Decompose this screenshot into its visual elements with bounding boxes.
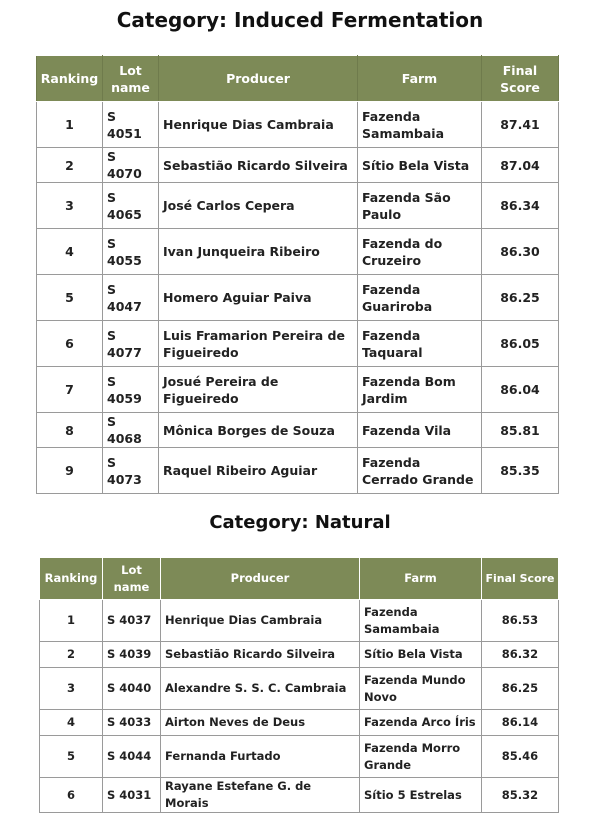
score-cell: 85.32: [482, 778, 559, 813]
score-cell: 87.41: [482, 102, 559, 148]
farm-cell: Fazenda Taquaral: [358, 321, 482, 367]
rank-cell: 5: [40, 736, 103, 778]
producer-cell: Fernanda Furtado: [161, 736, 360, 778]
lot-cell: S 4031: [103, 778, 161, 813]
table-row: [37, 413, 559, 448]
table-row: [37, 275, 559, 321]
score-cell: 85.46: [482, 736, 559, 778]
score-cell: 86.32: [482, 642, 559, 668]
farm-cell: Fazenda Guariroba: [358, 275, 482, 321]
header-farm: Farm: [358, 56, 482, 102]
lot-cell: S 4055: [103, 229, 159, 275]
producer-cell: Sebastião Ricardo Silveira: [159, 148, 358, 183]
score-cell: 86.34: [482, 183, 559, 229]
natural-category-title: Category: Natural: [209, 512, 391, 533]
farm-cell: Sítio 5 Estrelas: [360, 778, 482, 813]
rank-cell: 6: [37, 321, 103, 367]
header-producer: Producer: [161, 558, 360, 600]
lot-cell: S 4065: [103, 183, 159, 229]
farm-cell: Fazenda Arco Íris: [360, 710, 482, 736]
score-cell: 85.81: [482, 413, 559, 448]
header-final-score: Final Score: [482, 558, 559, 600]
farm-cell: Sítio Bela Vista: [358, 148, 482, 183]
header-producer: Producer: [159, 56, 358, 102]
table-header-row: [37, 56, 559, 102]
table-row: [37, 321, 559, 367]
farm-cell: Fazenda Samambaia: [358, 102, 482, 148]
rank-cell: 1: [40, 600, 103, 642]
producer-cell: Sebastião Ricardo Silveira: [161, 642, 360, 668]
table-row: [37, 148, 559, 183]
header-lot-name: Lot name: [103, 558, 161, 600]
header-final-score: Final Score: [482, 56, 559, 102]
header-lot-name: Lot name: [103, 56, 159, 102]
farm-cell: Fazenda São Paulo: [358, 183, 482, 229]
score-cell: 86.30: [482, 229, 559, 275]
rank-cell: 3: [40, 668, 103, 710]
rank-cell: 1: [37, 102, 103, 148]
producer-cell: Raquel Ribeiro Aguiar: [159, 448, 358, 494]
producer-cell: Homero Aguiar Paiva: [159, 275, 358, 321]
rank-cell: 8: [37, 413, 103, 448]
natural-results-table: [39, 557, 559, 813]
table-row: [40, 710, 559, 736]
table-row: [37, 102, 559, 148]
lot-cell: S 4044: [103, 736, 161, 778]
table-row: [37, 448, 559, 494]
rank-cell: 7: [37, 367, 103, 413]
table-row: [40, 668, 559, 710]
table-row: [40, 642, 559, 668]
table-row: [37, 367, 559, 413]
producer-cell: Henrique Dias Cambraia: [159, 102, 358, 148]
table-row: [40, 778, 559, 813]
score-cell: 86.25: [482, 668, 559, 710]
lot-cell: S 4073: [103, 448, 159, 494]
farm-cell: Fazenda Bom Jardim: [358, 367, 482, 413]
lot-cell: S 4040: [103, 668, 161, 710]
farm-cell: Fazenda Vila: [358, 413, 482, 448]
rank-cell: 9: [37, 448, 103, 494]
table-row: [40, 736, 559, 778]
producer-cell: Ivan Junqueira Ribeiro: [159, 229, 358, 275]
farm-cell: Fazenda Mundo Novo: [360, 668, 482, 710]
farm-cell: Fazenda Cerrado Grande: [358, 448, 482, 494]
lot-cell: S 4070: [103, 148, 159, 183]
header-farm: Farm: [360, 558, 482, 600]
producer-cell: Mônica Borges de Souza: [159, 413, 358, 448]
lot-cell: S 4068: [103, 413, 159, 448]
producer-cell: Airton Neves de Deus: [161, 710, 360, 736]
farm-cell: Fazenda Morro Grande: [360, 736, 482, 778]
rank-cell: 2: [40, 642, 103, 668]
score-cell: 86.04: [482, 367, 559, 413]
farm-cell: Fazenda Samambaia: [360, 600, 482, 642]
rank-cell: 5: [37, 275, 103, 321]
rank-cell: 4: [37, 229, 103, 275]
header-ranking: Ranking: [40, 558, 103, 600]
score-cell: 85.35: [482, 448, 559, 494]
lot-cell: S 4033: [103, 710, 161, 736]
rank-cell: 2: [37, 148, 103, 183]
producer-cell: Luis Framarion Pereira de Figueiredo: [159, 321, 358, 367]
producer-cell: José Carlos Cepera: [159, 183, 358, 229]
lot-cell: S 4059: [103, 367, 159, 413]
lot-cell: S 4077: [103, 321, 159, 367]
table-header-row: [40, 558, 559, 600]
header-ranking: Ranking: [37, 56, 103, 102]
producer-cell: Josué Pereira de Figueiredo: [159, 367, 358, 413]
table-row: [37, 183, 559, 229]
table-row: [37, 229, 559, 275]
score-cell: 86.14: [482, 710, 559, 736]
farm-cell: Fazenda do Cruzeiro: [358, 229, 482, 275]
rank-cell: 4: [40, 710, 103, 736]
rank-cell: 3: [37, 183, 103, 229]
farm-cell: Sítio Bela Vista: [360, 642, 482, 668]
lot-cell: S 4039: [103, 642, 161, 668]
induced-results-table: [36, 55, 559, 494]
score-cell: 86.25: [482, 275, 559, 321]
induced-category-title: Category: Induced Fermentation: [116, 8, 484, 32]
score-cell: 86.05: [482, 321, 559, 367]
lot-cell: S 4047: [103, 275, 159, 321]
score-cell: 86.53: [482, 600, 559, 642]
producer-cell: Rayane Estefane G. de Morais: [161, 778, 360, 813]
producer-cell: Henrique Dias Cambraia: [161, 600, 360, 642]
lot-cell: S 4037: [103, 600, 161, 642]
score-cell: 87.04: [482, 148, 559, 183]
rank-cell: 6: [40, 778, 103, 813]
lot-cell: S 4051: [103, 102, 159, 148]
table-row: [40, 600, 559, 642]
producer-cell: Alexandre S. S. C. Cambraia: [161, 668, 360, 710]
